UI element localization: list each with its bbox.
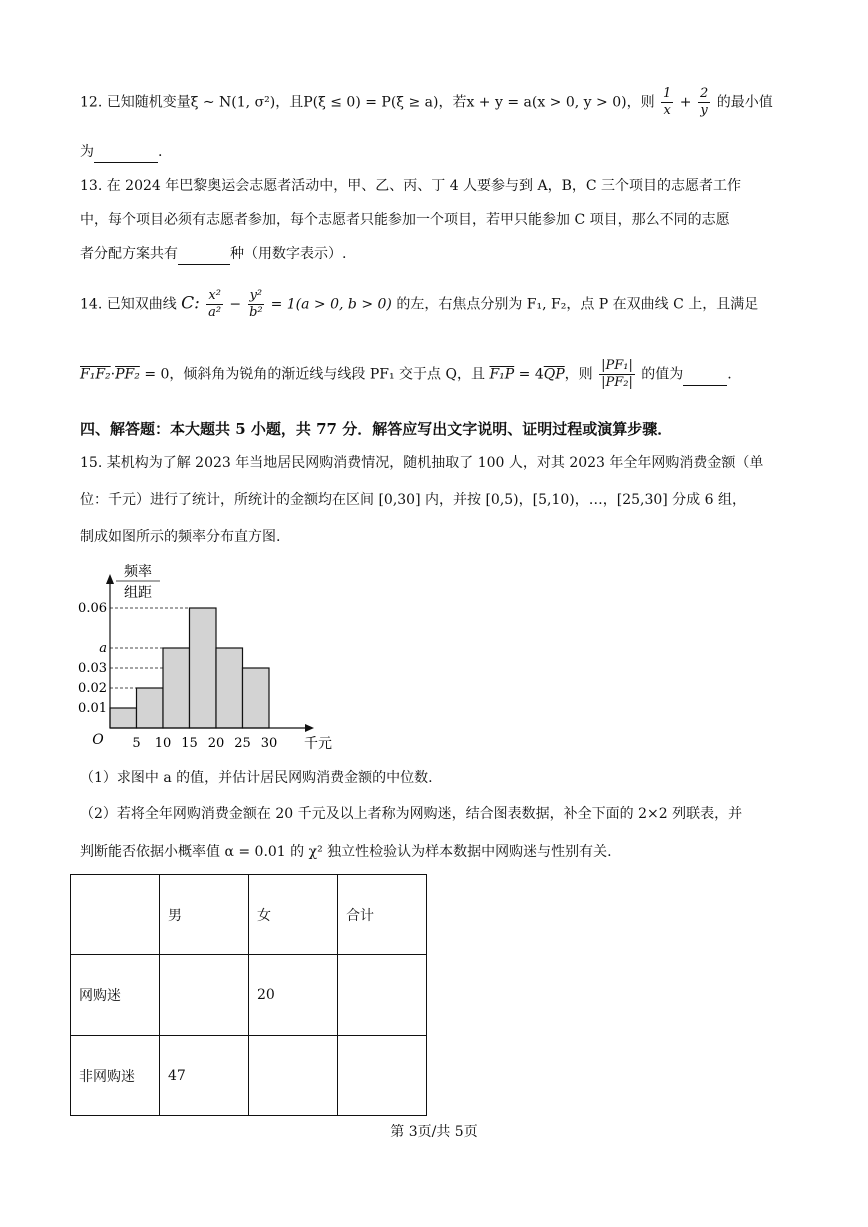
y-axis-label-bottom: 组距 [124, 585, 152, 601]
q15-part2: （2）若将全年网购消费金额在 20 千元及以上者称为网购迷，结合图表数据，补全下面的 2×2 列联表，并 [80, 806, 743, 822]
q14-frac-x: $\frac{\text{x²}}{\text{a²}}$ [208, 288, 222, 320]
y-axis-arrow-icon [106, 574, 114, 584]
y-tick-label: a [99, 641, 107, 656]
table-cell[interactable] [338, 1036, 427, 1116]
q12-frac-1: $\frac{1}{x}$ [663, 86, 672, 118]
table-cell: 非网购迷 [71, 1036, 160, 1116]
histogram-bar [163, 648, 190, 728]
table-header-cell: 女 [249, 875, 338, 955]
x-tick-label: 30 [260, 736, 278, 751]
x-axis-label: 千元 [304, 736, 332, 752]
y-tick-label: 0.03 [78, 661, 107, 676]
y-tick-label: 0.01 [78, 701, 107, 716]
answer-blank[interactable] [94, 142, 158, 163]
table-header-cell [71, 875, 160, 955]
q15-line2: 位：千元）进行了统计，所统计的金额均在区间 [0,30] 内，并按 [0,5)，[5,10)，…，[25,30] 分成 6 组， [80, 492, 746, 508]
q14-line2: F₁F₂·PF₂ = 0，倾斜角为锐角的渐近线与线段 PF₁ 交于点 Q，且 $F_1P = 4\overline{QP}$，则 $\frac{\text{|PF₁|}}{\text{|PF₂|}}$ 的值为 . [80, 358, 732, 390]
table-cell: 47 [160, 1036, 249, 1116]
q12-text: 12. 已知随机变量ξ ~ N(1, σ²)，且P(ξ ≤ 0) = P(ξ ≥ a)，若x + y = a(x > 0, y > 0)，则 [80, 94, 655, 111]
histogram-bar [137, 688, 164, 728]
x-tick-label: 5 [132, 736, 141, 751]
q15-line1: 15. 某机构为了解 2023 年当地居民网购消费情况，随机抽取了 100 人，对其 2023 年全年网购消费金额（单 [80, 455, 764, 471]
histogram-bar [110, 708, 137, 728]
table-cell[interactable] [160, 955, 249, 1036]
frequency-histogram [72, 560, 332, 755]
histogram-bar [243, 668, 270, 728]
q12-line1: 12. 已知随机变量ξ ~ N(1, σ²)，且P(ξ ≤ 0) = P(ξ ≥ a)，若x + y = a(x > 0, y > 0)，则 $\frac{1}{x}$ + $\frac{2}{y}$ 的最小值 [80, 86, 773, 118]
answer-blank[interactable] [178, 244, 230, 265]
histogram-bar [190, 608, 217, 728]
table-row [71, 1036, 427, 1116]
answer-blank[interactable] [683, 365, 727, 386]
table-cell[interactable] [338, 955, 427, 1036]
q13-line3: 者分配方案共有 种（用数字表示）. [80, 244, 346, 265]
q15-part1: （1）求图中 a 的值，并估计居民网购消费金额的中位数. [80, 770, 433, 786]
q14-line1: 14. 已知双曲线 C: $\frac{\text{x²}}{\text{a²}}$ − $\frac{\text{y²}}{\text{b²}}$ = 1(a > 0, b > 0) 的左，右焦点分别为 F₁, F₂，点 P 在双曲线 C 上，且满足 [80, 288, 759, 320]
table-cell[interactable] [249, 1036, 338, 1116]
y-tick-label: 0.02 [78, 681, 107, 696]
q12-line2: 为 . [80, 142, 162, 163]
x-tick-label: 10 [154, 736, 172, 751]
q14-frac-y: $\frac{\text{y²}}{\text{b²}}$ [249, 288, 263, 320]
x-tick-label: 20 [207, 736, 225, 751]
section-heading: 四、解答题：本大题共 5 小题，共 77 分．解答应写出文字说明、证明过程或演算步骤． [80, 420, 673, 438]
origin-label: O [92, 732, 104, 748]
q15-part3: 判断能否依据小概率值 α = 0.01 的 χ² 独立性检验认为样本数据中网购迷与性别有关. [80, 844, 612, 860]
x-tick-label: 25 [234, 736, 251, 751]
page-footer: 第 3页/共 5页 [390, 1124, 478, 1140]
table-row [71, 955, 427, 1036]
q15-line3: 制成如图所示的频率分布直方图. [80, 529, 281, 545]
table-cell: 网购迷 [71, 955, 160, 1036]
table-cell: 20 [249, 955, 338, 1036]
table-header-row [71, 875, 427, 955]
y-tick-label: 0.06 [78, 601, 107, 616]
contingency-table [70, 874, 427, 1116]
q13-line1: 13. 在 2024 年巴黎奥运会志愿者活动中，甲、乙、丙、丁 4 人要参与到 A，B，C 三个项目的志愿者工作 [80, 178, 742, 194]
q13-line2: 中，每个项目必须有志愿者参加，每个志愿者只能参加一个项目，若甲只能参加 C 项目，那么不同的志愿 [80, 212, 730, 228]
histogram-bar [216, 648, 243, 728]
table-header-cell: 合计 [338, 875, 427, 955]
x-axis-arrow-icon [305, 724, 314, 732]
q12-frac-2: $\frac{2}{y}$ [699, 86, 709, 118]
q14-frac-ratio: $\frac{\text{|PF₁|}}{\text{|PF₂|}}$ [601, 358, 633, 390]
y-axis-label-top: 频率 [124, 564, 152, 580]
x-tick-label: 15 [181, 736, 198, 751]
table-header-cell: 男 [160, 875, 249, 955]
